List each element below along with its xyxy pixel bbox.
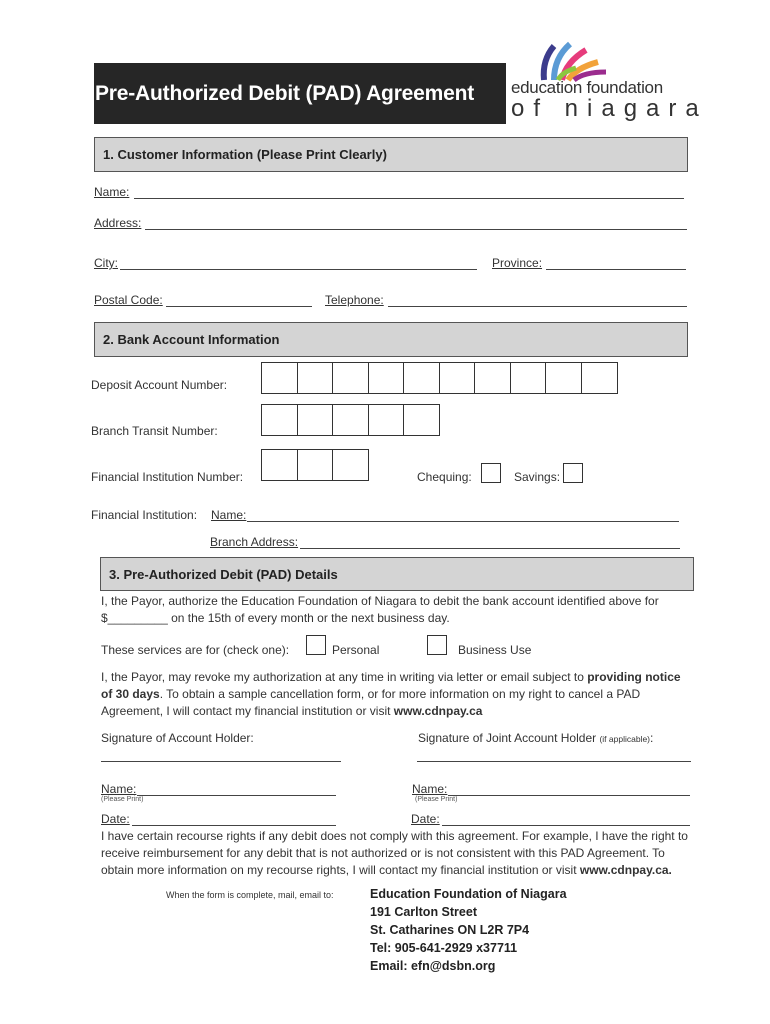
holder-name-label: Name: [101, 782, 137, 796]
digit-box[interactable] [297, 449, 334, 481]
branch-transit-boxes [261, 404, 440, 436]
digit-box[interactable] [297, 404, 334, 436]
joint-date-field[interactable] [442, 825, 690, 826]
institution-name-field[interactable] [247, 521, 679, 522]
section-pad-details-heading: 3. Pre-Authorized Debit (PAD) Details [100, 557, 694, 591]
address-email[interactable]: Email: efn@dsbn.org [370, 959, 496, 973]
revocation-paragraph [101, 669, 693, 720]
name-label: Name: [94, 185, 130, 199]
joint-date-label: Date: [411, 812, 440, 826]
joint-please-print: (Please Print) [415, 796, 458, 803]
personal-label: Personal [332, 643, 380, 657]
joint-name-field[interactable] [448, 795, 690, 796]
recourse-text: I have certain recourse rights if any debit does not comply with this agreement. For example, I have the right to receive reimbursement for any debit that is not authorized or is not consistent with this PAD Agreement. To obtain more information on my recourse rights, I will contact my financial institution or visit [101, 829, 688, 877]
revocation-text-a: I, the Payor, may revoke my authorization at any time in writing via letter or email subject to [101, 670, 588, 684]
name-field[interactable] [134, 198, 684, 199]
signature-joint-colon: : [650, 731, 654, 745]
section-customer-info-heading: 1. Customer Information (Please Print Clearly) [94, 137, 688, 172]
province-label: Province: [492, 256, 543, 270]
province-field[interactable] [546, 269, 686, 270]
savings-checkbox[interactable] [563, 463, 583, 483]
holder-date-field[interactable] [132, 825, 336, 826]
digit-box[interactable] [332, 449, 369, 481]
city-label: City: [94, 256, 118, 270]
cdnpay-link[interactable]: www.cdnpay.ca [393, 704, 483, 718]
signature-joint-text: Signature of Joint Account Holder [418, 731, 597, 745]
digit-box[interactable] [332, 404, 369, 436]
cdnpay-link-2[interactable]: www.cdnpay.ca. [579, 863, 672, 877]
personal-checkbox[interactable] [306, 635, 326, 655]
joint-name-label: Name: [412, 782, 448, 796]
address-field[interactable] [145, 229, 687, 230]
postal-code-field[interactable] [166, 306, 312, 307]
digit-box[interactable] [297, 362, 334, 394]
education-foundation-logo [508, 38, 708, 124]
digit-box[interactable] [261, 362, 298, 394]
institution-name-label: Name: [211, 508, 247, 522]
holder-please-print: (Please Print) [101, 796, 144, 803]
digit-box[interactable] [545, 362, 582, 394]
signature-holder-label: Signature of Account Holder: [101, 731, 254, 745]
digit-box[interactable] [403, 362, 440, 394]
savings-label: Savings: [514, 470, 561, 484]
address-label: Address: [94, 216, 142, 230]
authorization-line-2: $_________ on the 15th of every month or the next business day. [101, 611, 450, 625]
logo-text-bottom: of niagara [511, 95, 708, 122]
signature-joint-field[interactable] [417, 761, 691, 762]
address-org: Education Foundation of Niagara [370, 887, 567, 901]
institution-number-boxes [261, 449, 369, 481]
business-use-label: Business Use [458, 643, 532, 657]
digit-box[interactable] [332, 362, 369, 394]
form-title: Pre-Authorized Debit (PAD) Agreement [94, 63, 506, 124]
mail-instructions: When the form is complete, mail, email to: [166, 890, 334, 900]
mailing-address [370, 885, 567, 975]
digit-box[interactable] [439, 362, 476, 394]
institution-number-label: Financial Institution Number: [91, 470, 244, 484]
if-applicable-note: (if applicable) [599, 734, 651, 744]
address-street: 191 Carlton Street [370, 905, 477, 919]
holder-date-label: Date: [101, 812, 130, 826]
revocation-text-c: . To obtain a sample cancellation form, or for more information on my right to cancel a PAD Agreement, I will contact my financial institution or visit [101, 687, 641, 718]
signature-joint-label [418, 731, 653, 745]
deposit-account-label: Deposit Account Number: [91, 378, 228, 392]
business-use-checkbox[interactable] [427, 635, 447, 655]
city-field[interactable] [120, 269, 477, 270]
section-bank-info-heading: 2. Bank Account Information [94, 322, 688, 357]
address-city: St. Catharines ON L2R 7P4 [370, 923, 530, 937]
authorization-paragraph [101, 593, 701, 627]
logo-arcs-icon [536, 38, 616, 82]
postal-code-label: Postal Code: [94, 293, 163, 307]
revocation-notice-bold: providing notice of 30 days [101, 670, 681, 701]
digit-box[interactable] [510, 362, 547, 394]
chequing-checkbox[interactable] [481, 463, 501, 483]
digit-box[interactable] [474, 362, 511, 394]
logo-text-top: education foundation [511, 78, 663, 97]
telephone-label: Telephone: [325, 293, 384, 307]
digit-box[interactable] [403, 404, 440, 436]
digit-box[interactable] [261, 404, 298, 436]
telephone-field[interactable] [388, 306, 687, 307]
chequing-label: Chequing: [417, 470, 472, 484]
address-tel: Tel: 905-641-2929 x37711 [370, 941, 518, 955]
financial-institution-label: Financial Institution: [91, 508, 198, 522]
digit-box[interactable] [581, 362, 618, 394]
services-label: These services are for (check one): [101, 643, 290, 657]
branch-transit-label: Branch Transit Number: [91, 424, 218, 438]
authorization-line-1: I, the Payor, authorize the Education Foundation of Niagara to debit the bank account identified above for [101, 594, 659, 608]
digit-box[interactable] [368, 362, 405, 394]
branch-address-field[interactable] [300, 548, 680, 549]
holder-name-field[interactable] [137, 795, 336, 796]
deposit-account-boxes [261, 362, 618, 394]
digit-box[interactable] [368, 404, 405, 436]
recourse-paragraph [101, 828, 697, 879]
signature-holder-field[interactable] [101, 761, 341, 762]
digit-box[interactable] [261, 449, 298, 481]
branch-address-label: Branch Address: [210, 535, 299, 549]
